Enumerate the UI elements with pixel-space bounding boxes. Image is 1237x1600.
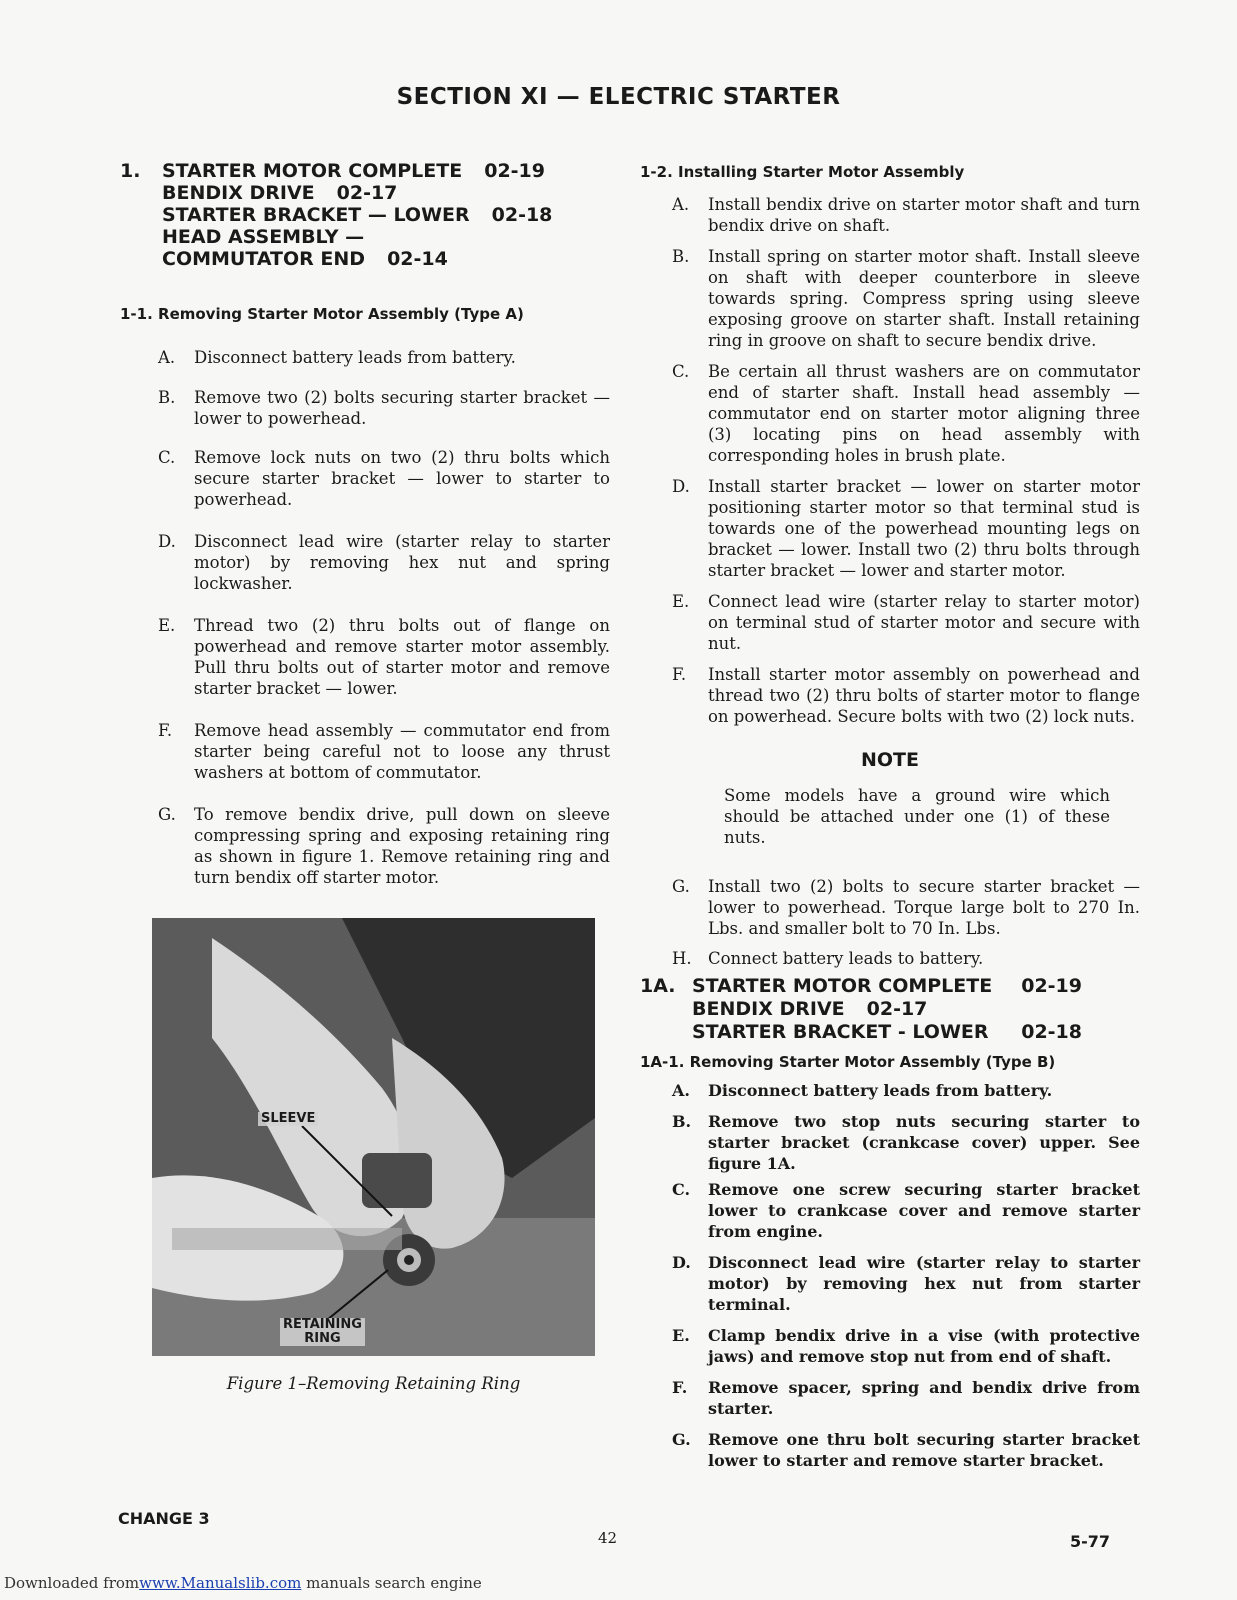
part-code: 02-17	[866, 998, 928, 1020]
section-line: STARTER BRACKET — LOWER	[162, 204, 470, 226]
part-code: 02-19	[1021, 975, 1082, 997]
manualslib-link[interactable]: www.Manualslib.com	[139, 1574, 302, 1592]
step-item: G. To remove bendix drive, pull down on sleeve compressing spring and exposing retaining ring as shown in figure 1. Remove retaining ring and turn bendix off starter motor.	[158, 805, 610, 887]
part-code: 02-14	[387, 248, 448, 270]
step-item: F. Remove spacer, spring and bendix drive from starter.	[672, 1378, 1140, 1418]
part-code: 02-17	[336, 182, 398, 204]
step-item: D. Disconnect lead wire (starter relay to starter motor) by removing hex nut and spring lockwasher.	[158, 532, 610, 593]
step-item: B. Remove two (2) bolts securing starter bracket — lower to powerhead.	[158, 388, 610, 428]
step-item: A. Install bendix drive on starter motor shaft and turn bendix drive on shaft.	[672, 195, 1140, 235]
section-number: 1A.	[640, 975, 676, 997]
figure-1-photo	[152, 918, 595, 1356]
step-item: E. Connect lead wire (starter relay to starter motor) on terminal stud of starter motor and secure with nut.	[672, 592, 1140, 653]
page-title: SECTION XI — ELECTRIC STARTER	[396, 84, 841, 110]
download-footer	[4, 1574, 482, 1592]
figure-illustration	[152, 918, 595, 1356]
subsection-heading-1A-1: 1A-1. Removing Starter Motor Assembly (Type B)	[640, 1053, 1056, 1071]
step-item: A. Disconnect battery leads from battery.	[672, 1081, 1053, 1100]
step-item: E. Thread two (2) thru bolts out of flange on powerhead and remove starter motor assembly. Pull thru bolts out of starter motor and remove starter bracket — lower.	[158, 616, 610, 698]
section-line: STARTER MOTOR COMPLETE	[692, 975, 993, 997]
step-item: C. Remove lock nuts on two (2) thru bolts which secure starter bracket — lower to starter to powerhead.	[158, 448, 610, 509]
section-page-number: 5-77	[1070, 1532, 1111, 1551]
figure-caption: Figure 1–Removing Retaining Ring	[226, 1374, 521, 1393]
part-code: 02-19	[484, 160, 545, 182]
section-line: COMMUTATOR END	[162, 248, 366, 270]
right-column	[640, 162, 1140, 1471]
section-1A-heading	[640, 975, 1140, 1044]
step-item: F. Remove head assembly — commutator end from starter being careful not to loose any thrust washers at bottom of commutator.	[158, 721, 610, 782]
retaining-ring-label: RETAINING RING	[280, 1318, 365, 1346]
part-code: 02-18	[1021, 1021, 1082, 1043]
note-title: NOTE	[861, 749, 919, 771]
left-column	[120, 160, 610, 1393]
section-line: BENDIX DRIVE	[162, 182, 315, 204]
step-item: D. Install starter bracket — lower on starter motor positioning starter motor so that terminal stud is towards one of the powerhead mounting legs on bracket — lower. Install two (2) thru bolts through starter bracket — lower and starter motor.	[672, 477, 1140, 580]
step-item: C. Remove one screw securing starter bracket lower to crankcase cover and remove starter from engine.	[672, 1180, 1140, 1241]
step-item: G. Remove one thru bolt securing starter bracket lower to starter and remove starter bracket.	[672, 1430, 1140, 1470]
step-item: A. Disconnect battery leads from battery.	[158, 348, 516, 367]
step-item: H. Connect battery leads to battery.	[672, 949, 984, 968]
step-item: G. Install two (2) bolts to secure starter bracket — lower to powerhead. Torque large bolt to 270 In. Lbs. and smaller bolt to 70 In. Lbs.	[672, 877, 1140, 938]
page-number: 42	[598, 1529, 618, 1547]
sleeve-label: SLEEVE	[258, 1112, 318, 1126]
download-prefix: Downloaded from	[4, 1574, 140, 1592]
subsection-heading-1-1: 1-1. Removing Starter Motor Assembly (Type A)	[120, 305, 524, 323]
part-code: 02-18	[491, 204, 553, 226]
change-label: CHANGE 3	[118, 1509, 210, 1528]
section-1-heading	[120, 160, 610, 270]
step-item: F. Install starter motor assembly on powerhead and thread two (2) thru bolts of starter motor to flange on powerhead. Secure bolts with two (2) lock nuts.	[672, 665, 1140, 726]
step-item: C. Be certain all thrust washers are on commutator end of starter shaft. Install head assembly — commutator end on starter motor aligning three (3) locating pins on head assembly with corresponding holes in brush plate.	[672, 362, 1140, 465]
section-line: STARTER BRACKET - LOWER	[692, 1021, 989, 1043]
step-item: E. Clamp bendix drive in a vise (with protective jaws) and remove stop nut from end of shaft.	[672, 1326, 1140, 1366]
note-text: Some models have a ground wire which should be attached under one (1) of these nuts.	[724, 786, 1110, 847]
download-suffix: manuals search engine	[301, 1574, 482, 1592]
section-line: BENDIX DRIVE	[692, 998, 845, 1020]
section-number: 1.	[120, 160, 141, 182]
section-line: STARTER MOTOR COMPLETE	[162, 160, 463, 182]
section-line: HEAD ASSEMBLY —	[162, 226, 365, 248]
subsection-heading-1-2: 1-2. Installing Starter Motor Assembly	[640, 163, 965, 181]
step-item: B. Remove two stop nuts securing starter to starter bracket (crankcase cover) upper. See figure 1A.	[672, 1112, 1140, 1173]
step-item: D. Disconnect lead wire (starter relay to starter motor) by removing hex nut from starter terminal.	[672, 1253, 1140, 1314]
step-item: B. Install spring on starter motor shaft. Install sleeve on shaft with deeper counterbore in sleeve towards spring. Compress spring using sleeve exposing groove on starter shaft. Install retaining ring in groove on shaft to secure bendix drive.	[672, 247, 1140, 350]
